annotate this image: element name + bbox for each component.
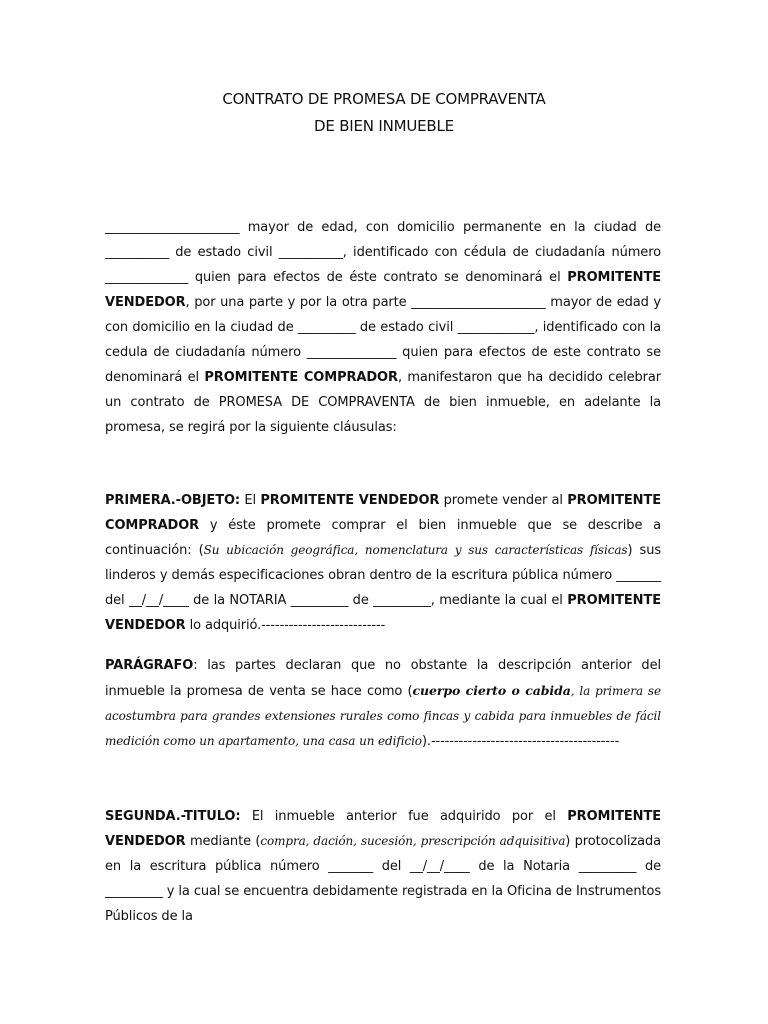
document-title-line2: DE BIEN INMUEBLE (314, 117, 454, 135)
blank-buyer-id: ______________ (306, 345, 397, 360)
document-title-line1: CONTRATO DE PROMESA DE COMPRAVENTA (222, 90, 546, 108)
seller-term: PROMITENTE VENDEDOR (105, 270, 661, 310)
blank-buyer-city: _________ (297, 320, 356, 335)
paragrafo-italic-note: , la primera se acostumbra para grandes extensiones rurales como fincas y cabida para inmuebles de fácil medición como un apartamento, una casa un edificio (105, 684, 661, 748)
intro-paragraph: _____________________ mayor de edad, con domicilio permanente en la ciudad de __________ de estado civil __________, identificado con cédula de ciudadanía número _____________ quien para efectos de éste contrato se denominará el PROMITENTE VENDEDOR, por una parte y por la otra parte _____________________ mayor de edad y con domicilio en la ciudad de _________ de estado civil ____________, identificado con la cedula de ciudadanía número ______________ quien para efectos de este contrato se denominará el PROMITENTE COMPRADOR, manifestaron que ha decidido celebrar un contrato de PROMESA DE COMPRAVENTA de bien inmueble, en adelante la promesa, se regirá por la siguiente cláusulas: (105, 220, 662, 435)
paragrafo-heading: PARÁGRAFO (105, 658, 194, 673)
clause-primera-italic-note: Su ubicación geográfica, nomenclatura y sus características físicas (203, 543, 628, 557)
clause-segunda-heading: SEGUNDA.-TITULO: (105, 809, 241, 824)
blank-buyer-civil-status: ____________ (457, 320, 535, 335)
buyer-term: PROMITENTE COMPRADOR (204, 370, 398, 385)
paragrafo-bold-italic: cuerpo cierto o cabida (412, 683, 571, 698)
paragrafo: PARÁGRAFO: las partes declaran que no obstante la descripción anterior del inmueble la promesa de venta se hace como (cuerpo cierto o cabida, la primera se acostumbra para grandes extensiones rurales como fincas y cabida para inmuebles de fácil medición como un apartamento, una casa un edificio).----------------------------------------- (105, 658, 661, 749)
blank-buyer-name: _____________________ (411, 295, 546, 310)
blank-seller-civil-status: __________ (278, 245, 343, 260)
clause-segunda: SEGUNDA.-TITULO: El inmueble anterior fue adquirido por el PROMITENTE VENDEDOR mediante (compra, dación, sucesión, prescripción adquisitiva) protocolizada en la escritura pública número _______ del __/__/____ de la Notaria _________ de _________ y la cual se encuentra debidamente registrada en la Oficina de Instrumentos Públicos de la (105, 809, 661, 924)
blank-seller-city: __________ (105, 245, 170, 260)
clause-segunda-italic-note: compra, dación, sucesión, prescripción adquisitiva (260, 834, 566, 848)
clause-primera-heading: PRIMERA.-OBJETO: (105, 493, 241, 508)
clause-primera: PRIMERA.-OBJETO: El PROMITENTE VENDEDOR promete vender al PROMITENTE COMPRADOR y éste promete comprar el bien inmueble que se describe a continuación: (Su ubicación geográfica, nomenclatura y sus características físicas) sus linderos y demás especificaciones obran dentro de la escritura pública número _______ del __/__/____ de la NOTARIA _________ de _________, mediante la cual el PROMITENTE VENDEDOR lo adquirió.--------------------------- (105, 493, 662, 633)
blank-seller-id: _____________ (105, 270, 189, 285)
blank-seller-name: _____________________ (105, 220, 240, 235)
